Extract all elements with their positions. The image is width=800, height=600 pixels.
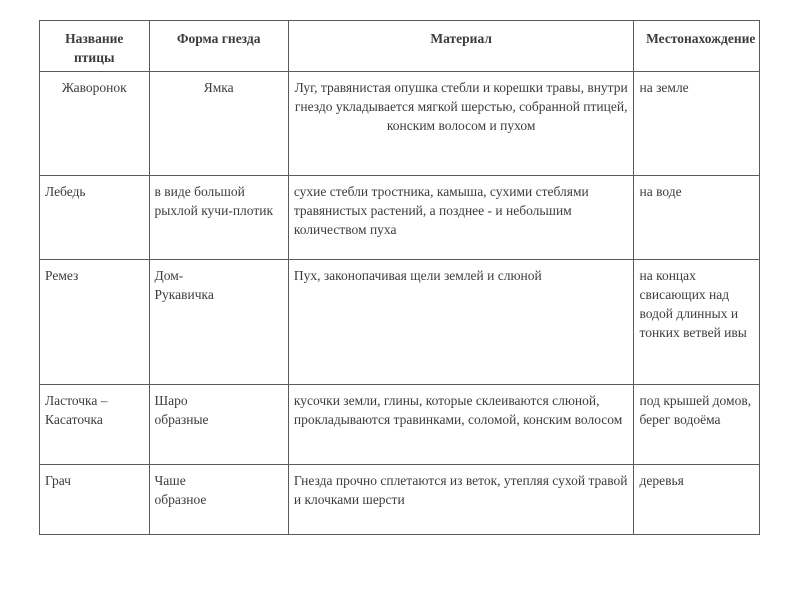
bird-name-cell: Грач — [40, 465, 150, 535]
material-cell: Луг, травянистая опушка стебли и корешки травы, внутри гнездо укладывается мягкой шерстью, собранной птицей, конским волосом и пухом — [288, 72, 634, 176]
location-cell: на концах свисающих над водой длинных и тонких ветвей ивы — [634, 260, 760, 385]
nest-shape-cell: Дом- Рукавичка — [149, 260, 288, 385]
material-cell: Гнезда прочно сплетаются из веток, утепляя сухой травой и клочками шерсти — [288, 465, 634, 535]
material-cell: Пух, законопачивая щели землей и слюной — [288, 260, 634, 385]
nest-shape-cell: Чаше образное — [149, 465, 288, 535]
location-cell: на воде — [634, 176, 760, 260]
nest-shape-cell: в виде большой рыхлой кучи-плотик — [149, 176, 288, 260]
table-row — [40, 176, 760, 260]
material-cell: кусочки земли, глины, которые склеиваются слюной, прокладываются травинками, соломой, конским волосом — [288, 385, 634, 465]
bird-name-cell: Ремез — [40, 260, 150, 385]
bird-name-cell: Ласточка – Касаточка — [40, 385, 150, 465]
location-cell: на земле — [634, 72, 760, 176]
nest-shape-cell: Шаро образные — [149, 385, 288, 465]
location-cell: деревья — [634, 465, 760, 535]
header-location: Местонахождение — [634, 21, 760, 72]
table-row — [40, 72, 760, 176]
header-material: Материал — [288, 21, 634, 72]
table-row — [40, 260, 760, 385]
bird-nests-table — [39, 20, 760, 535]
bird-name-cell: Жаворонок — [40, 72, 150, 176]
header-bird-name: Название птицы — [40, 21, 150, 72]
material-cell: сухие стебли тростника, камыша, сухими стеблями травянистых растений, а позднее - и небольшим количеством пуха — [288, 176, 634, 260]
location-cell: под крышей домов, берег водоёма — [634, 385, 760, 465]
table-row — [40, 465, 760, 535]
table-header-row — [40, 21, 760, 72]
header-nest-shape: Форма гнезда — [149, 21, 288, 72]
nest-shape-cell: Ямка — [149, 72, 288, 176]
table-row — [40, 385, 760, 465]
bird-name-cell: Лебедь — [40, 176, 150, 260]
